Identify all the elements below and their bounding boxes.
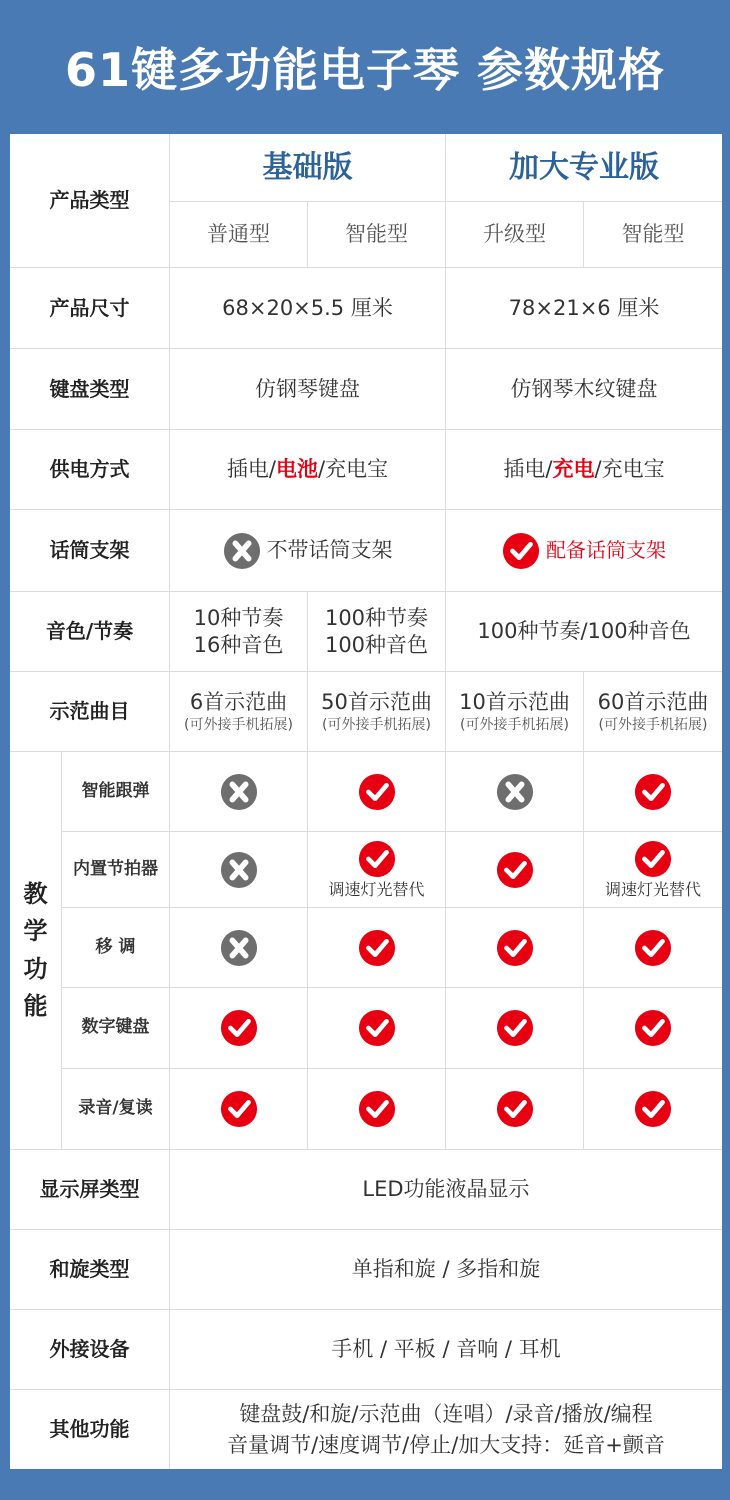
label-text: 智能跟弹	[81, 780, 150, 801]
x-circle-icon	[220, 929, 258, 967]
value-text: 手机 / 平板 / 音响 / 耳机	[331, 1337, 561, 1362]
check-circle-icon	[358, 1009, 396, 1047]
teaching-cell	[308, 988, 446, 1069]
spec-table	[10, 134, 722, 1469]
teaching-cell	[170, 832, 308, 908]
row-label-keyboard	[10, 349, 170, 430]
row-label-tones	[10, 592, 170, 672]
row-label-size	[10, 268, 170, 349]
teaching-cell	[446, 752, 584, 832]
label-text: 数字键盘	[81, 1017, 150, 1038]
row-label-external	[10, 1310, 170, 1390]
label-text: 供电方式	[49, 457, 130, 481]
value-text: 10种节奏	[193, 606, 284, 631]
check-circle-icon	[634, 1090, 672, 1128]
label-text: 录音/复读	[78, 1098, 153, 1119]
value-text: 60首示范曲	[597, 689, 709, 714]
value-text	[227, 456, 388, 482]
check-circle-icon	[496, 1090, 534, 1128]
value-text: 仿钢琴木纹键盘	[510, 376, 658, 401]
power-part: /充电宝	[318, 457, 389, 482]
power-highlight: 充电	[552, 457, 595, 482]
demo-cell	[308, 672, 446, 752]
label-text: 移 调	[95, 936, 136, 957]
teaching-cell	[170, 752, 308, 832]
teaching-row-label	[62, 752, 170, 832]
group-char: 教	[23, 880, 48, 909]
teaching-cell	[308, 752, 446, 832]
note-text: (可外接手机拓展)	[184, 716, 293, 733]
value-text: 100种节奏/100种音色	[477, 619, 691, 644]
other-value	[170, 1390, 722, 1469]
page-title: 61键多功能电子琴 参数规格	[64, 43, 666, 97]
check-circle-icon	[358, 929, 396, 967]
subtype-cell	[308, 202, 446, 268]
row-label-power	[10, 430, 170, 510]
x-circle-icon	[496, 773, 534, 811]
label-text: 显示屏类型	[39, 1177, 140, 1201]
label-text: 产品类型	[49, 188, 130, 212]
display-value	[170, 1150, 722, 1230]
tones-c1	[170, 592, 308, 672]
value-text: 配备话筒支架	[546, 538, 666, 562]
power-pro	[446, 430, 722, 510]
teaching-cell	[308, 1069, 446, 1150]
mic-basic-content	[223, 532, 393, 570]
power-part: /充电宝	[594, 457, 665, 482]
group-char: 功	[23, 954, 48, 983]
note-text: 调速灯光替代	[328, 879, 425, 899]
mic-basic	[170, 510, 446, 592]
check-circle-icon	[220, 1090, 258, 1128]
check-circle-icon	[496, 1009, 534, 1047]
keyboard-pro	[446, 349, 722, 430]
check-circle-icon	[634, 929, 672, 967]
label-text: 键盘类型	[49, 376, 130, 401]
row-label-chord	[10, 1230, 170, 1310]
subtype-cell	[170, 202, 308, 268]
power-basic	[170, 430, 446, 510]
chord-value	[170, 1230, 722, 1310]
teaching-cell	[446, 832, 584, 908]
value-text: 16种音色	[193, 632, 284, 657]
value-text: 10首示范曲	[459, 689, 570, 714]
teaching-cell	[584, 752, 722, 832]
demo-cell	[446, 672, 584, 752]
label-text: 产品尺寸	[49, 295, 130, 320]
row-label-mic	[10, 510, 170, 592]
teaching-cell	[584, 908, 722, 988]
value-text	[503, 456, 664, 482]
size-pro	[446, 268, 722, 349]
mic-pro-content	[502, 532, 666, 570]
teaching-row-label	[62, 832, 170, 908]
check-circle-icon	[358, 840, 396, 878]
value-text: 仿钢琴键盘	[255, 376, 360, 401]
check-circle-icon	[502, 532, 540, 570]
teaching-cell	[308, 908, 446, 988]
demo-cell	[170, 672, 308, 752]
x-circle-icon	[220, 773, 258, 811]
value-text: 100种节奏	[324, 606, 429, 631]
value-text: 68×20×5.5 厘米	[222, 295, 393, 320]
version-pro-title: 加大专业版	[509, 149, 659, 185]
row-label-demos	[10, 672, 170, 752]
power-highlight: 电池	[276, 457, 318, 482]
label-text: 外接设备	[49, 1337, 130, 1361]
subtype-label: 升级型	[483, 222, 546, 247]
check-circle-icon	[634, 773, 672, 811]
x-circle-icon	[220, 851, 258, 889]
teaching-cell	[446, 988, 584, 1069]
teaching-cell	[446, 1069, 584, 1150]
label-text: 其他功能	[49, 1417, 130, 1441]
label-text: 音色/节奏	[45, 619, 134, 643]
version-basic-title: 基础版	[262, 149, 353, 185]
note-text: 调速灯光替代	[604, 879, 701, 899]
power-part: 插电/	[226, 457, 276, 482]
tones-c2	[308, 592, 446, 672]
teaching-row-label	[62, 1069, 170, 1150]
teaching-cell	[170, 1069, 308, 1150]
value-text: 音量调节/速度调节/停止/加大支持：延音+颤音	[227, 1432, 665, 1457]
check-circle-icon	[496, 929, 534, 967]
check-circle-icon	[220, 1009, 258, 1047]
power-part: 插电/	[503, 457, 553, 482]
label-text: 和旋类型	[49, 1257, 130, 1281]
teaching-cell	[170, 988, 308, 1069]
label-text: 示范曲目	[49, 699, 130, 723]
subtype-label: 智能型	[621, 222, 685, 247]
subtype-cell	[446, 202, 584, 268]
note-text: (可外接手机拓展)	[460, 716, 569, 733]
value-text: 100种音色	[324, 632, 429, 657]
header-pro	[446, 134, 722, 202]
group-char: 能	[23, 991, 48, 1020]
check-circle-icon	[496, 851, 534, 889]
teaching-row-label	[62, 988, 170, 1069]
teaching-cell	[584, 1069, 722, 1150]
check-circle-icon	[358, 773, 396, 811]
label-text: 话筒支架	[49, 538, 130, 562]
subtype-label: 普通型	[207, 222, 270, 247]
teaching-cell	[308, 832, 446, 908]
row-label-display	[10, 1150, 170, 1230]
note-text: (可外接手机拓展)	[598, 716, 708, 733]
value-text: 78×21×6 厘米	[508, 295, 660, 320]
tones-pro	[446, 592, 722, 672]
demo-cell	[584, 672, 722, 752]
size-basic	[170, 268, 446, 349]
mic-pro	[446, 510, 722, 592]
subtype-cell	[584, 202, 722, 268]
value-text: 50首示范曲	[321, 689, 432, 714]
check-circle-icon	[634, 1009, 672, 1047]
check-circle-icon	[634, 840, 672, 878]
subtype-label: 智能型	[345, 222, 408, 247]
teaching-row-label	[62, 908, 170, 988]
value-text: 键盘鼓/和旋/示范曲（连唱）/录音/播放/编程	[239, 1402, 653, 1427]
keyboard-basic	[170, 349, 446, 430]
value-text: LED功能液晶显示	[362, 1177, 530, 1202]
value-text: 6首示范曲	[189, 689, 288, 714]
teaching-cell	[170, 908, 308, 988]
row-label-other	[10, 1390, 170, 1469]
label-text: 内置节拍器	[73, 858, 158, 879]
value-text: 不带话筒支架	[266, 538, 393, 563]
header-basic	[170, 134, 446, 202]
x-circle-icon	[223, 532, 261, 570]
row-label-product-type	[10, 134, 170, 268]
value-text: 单指和旋 / 多指和旋	[351, 1257, 541, 1282]
note-text: (可外接手机拓展)	[322, 716, 431, 733]
teaching-cell	[446, 908, 584, 988]
teaching-cell	[584, 832, 722, 908]
teaching-group-label	[10, 752, 62, 1150]
external-value	[170, 1310, 722, 1390]
group-char: 学	[23, 917, 48, 946]
teaching-cell	[584, 988, 722, 1069]
check-circle-icon	[358, 1090, 396, 1128]
